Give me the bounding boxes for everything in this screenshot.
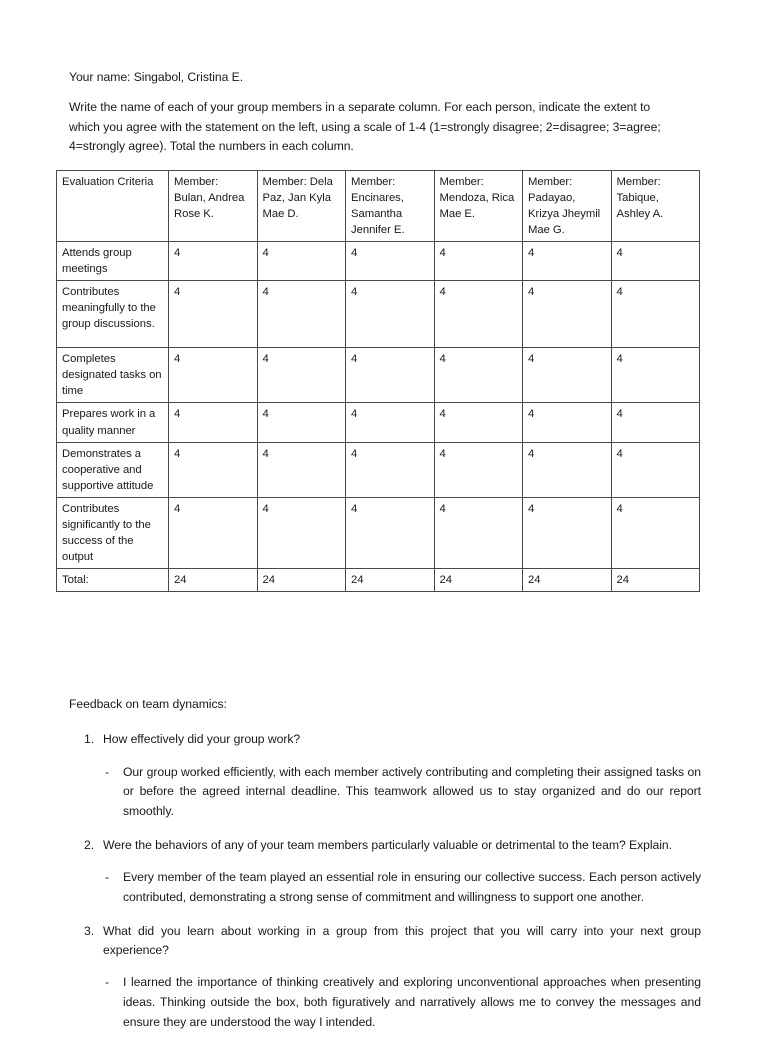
header-criteria: Evaluation Criteria (57, 171, 169, 242)
score-cell: 4 (523, 442, 612, 497)
score-cell: 4 (169, 281, 258, 348)
total-label: Total: (57, 568, 169, 591)
score-cell: 4 (434, 497, 523, 568)
header-member-2: Member: Dela Paz, Jan Kyla Mae D. (257, 171, 346, 242)
criteria-label: Attends group meetings (57, 242, 169, 281)
question-row (84, 730, 701, 749)
table-row (57, 348, 700, 403)
criteria-label: Contributes meaningfully to the group discussions. (57, 281, 169, 348)
dash-bullet-icon: - (105, 870, 110, 885)
question-text: How effectively did your group work? (103, 732, 301, 747)
score-cell: 4 (434, 442, 523, 497)
score-cell: 4 (169, 497, 258, 568)
total-value: 24 (346, 568, 435, 591)
score-cell: 4 (257, 348, 346, 403)
table-row (57, 242, 700, 281)
score-cell: 4 (257, 403, 346, 442)
score-cell: 4 (257, 442, 346, 497)
total-value: 24 (523, 568, 612, 591)
answer-row (105, 868, 701, 908)
score-cell: 4 (346, 403, 435, 442)
answer-text: Our group worked efficiently, with each member actively contributing and completing their assigned tasks on or before the agreed internal deadline. This teamwork allowed us to stay organized and do our report smoothly. (123, 764, 701, 819)
header-member-6: Member: Tabique, Ashley A. (611, 171, 700, 242)
score-cell: 4 (257, 281, 346, 348)
score-cell: 4 (346, 497, 435, 568)
score-cell: 4 (523, 497, 612, 568)
header-member-5: Member: Padayao, Krizya Jheymil Mae G. (523, 171, 612, 242)
score-cell: 4 (611, 442, 700, 497)
score-cell: 4 (523, 348, 612, 403)
score-cell: 4 (434, 348, 523, 403)
table-row (57, 281, 700, 348)
total-value: 24 (169, 568, 258, 591)
question-number: 1. (84, 732, 95, 747)
feedback-item-2 (69, 836, 701, 908)
table-row (57, 497, 700, 568)
instructions-paragraph: Write the name of each of your group members in a separate column. For each person, indicate the extent to which you agree with the statement on the left, using a scale of 1-4 (1=strongly disagree; 2=disagree; 3=agree; 4=strongly agree). Total the numbers in each column. (69, 99, 661, 154)
score-cell: 4 (611, 242, 700, 281)
table-row (57, 403, 700, 442)
table-row (57, 442, 700, 497)
score-cell: 4 (523, 242, 612, 281)
dash-bullet-icon: - (105, 764, 110, 779)
score-cell: 4 (523, 403, 612, 442)
score-cell: 4 (611, 403, 700, 442)
question-row (84, 922, 701, 961)
score-cell: 4 (434, 403, 523, 442)
total-value: 24 (257, 568, 346, 591)
score-cell: 4 (523, 281, 612, 348)
question-text: Were the behaviors of any of your team members particularly valuable or detrimental to the team? Explain. (103, 837, 672, 852)
score-cell: 4 (434, 281, 523, 348)
criteria-label: Contributes significantly to the success of the output (57, 497, 169, 568)
peer-evaluation-table (56, 170, 700, 592)
feedback-item-3 (69, 922, 701, 1033)
score-cell: 4 (434, 242, 523, 281)
table-total-row (57, 568, 700, 591)
header-member-1: Member: Bulan, Andrea Rose K. (169, 171, 258, 242)
question-row (84, 836, 701, 855)
question-text: What did you learn about working in a group from this project that you will carry into your next group experience? (103, 923, 701, 957)
total-value: 24 (434, 568, 523, 591)
score-cell: 4 (611, 497, 700, 568)
header-member-4: Member: Mendoza, Rica Mae E. (434, 171, 523, 242)
feedback-section (69, 695, 701, 1046)
answer-text: I learned the importance of thinking creatively and exploring unconventional approaches when presenting ideas. Thinking outside the box, both figuratively and narratively allows me to convey the messages and ensure they are understood the way I intended. (123, 975, 701, 1029)
document-body (62, 68, 699, 592)
score-cell: 4 (169, 242, 258, 281)
score-cell: 4 (169, 442, 258, 497)
score-cell: 4 (611, 348, 700, 403)
score-cell: 4 (257, 497, 346, 568)
criteria-label: Prepares work in a quality manner (57, 403, 169, 442)
score-cell: 4 (169, 403, 258, 442)
student-name-line: Your name: Singabol, Cristina E. (69, 70, 244, 84)
feedback-heading: Feedback on team dynamics: (69, 697, 227, 711)
table-header-row (57, 171, 700, 242)
score-cell: 4 (611, 281, 700, 348)
total-value: 24 (611, 568, 700, 591)
criteria-label: Completes designated tasks on time (57, 348, 169, 403)
answer-text: Every member of the team played an essential role in ensuring our collective success. Each person actively contributed, demonstrating a strong sense of commitment and willingness to support one another. (123, 870, 701, 904)
feedback-item-1 (69, 730, 701, 822)
criteria-label: Demonstrates a cooperative and supportive attitude (57, 442, 169, 497)
question-number: 2. (84, 837, 95, 852)
score-cell: 4 (346, 242, 435, 281)
dash-bullet-icon: - (105, 975, 110, 990)
header-member-3: Member: Encinares, Samantha Jennifer E. (346, 171, 435, 242)
score-cell: 4 (346, 348, 435, 403)
score-cell: 4 (346, 442, 435, 497)
score-cell: 4 (346, 281, 435, 348)
answer-row (105, 763, 701, 822)
score-cell: 4 (257, 242, 346, 281)
question-number: 3. (84, 923, 95, 938)
score-cell: 4 (169, 348, 258, 403)
